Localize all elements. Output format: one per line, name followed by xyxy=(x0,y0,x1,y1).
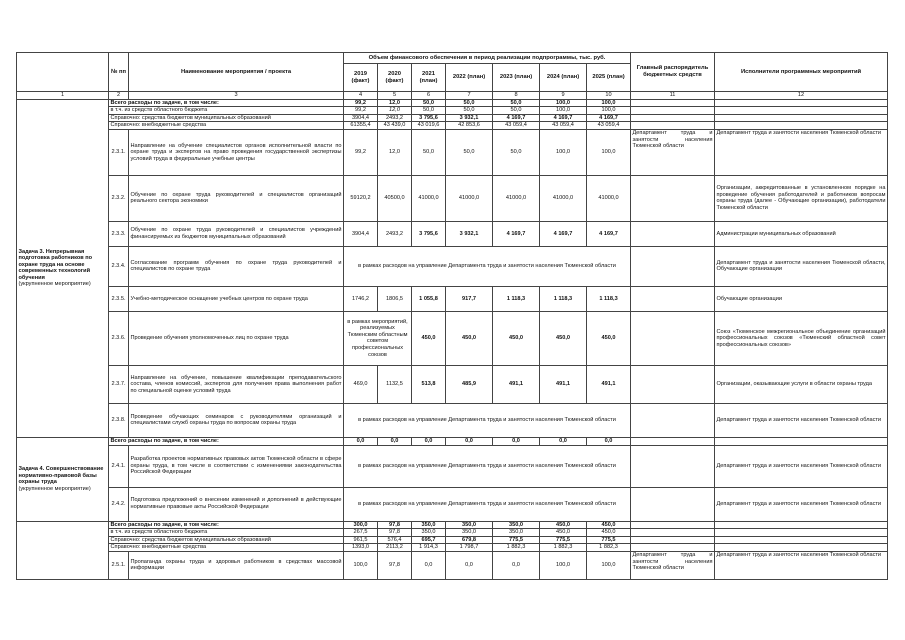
value-cell: 917,7 xyxy=(446,286,493,311)
column-number: 12 xyxy=(715,92,888,100)
executor: Департамент труда и занятости населения Тюменской области, Обучающие организации xyxy=(715,246,888,286)
value-cell: 4 169,7 xyxy=(540,114,587,122)
value-cell: 12,0 xyxy=(378,129,412,175)
activity-name: Подготовка предложений о внесении изменений и дополнений в действующие нормативные правовые акты Российской Федерации xyxy=(129,487,344,521)
value-cell: 2493,2 xyxy=(378,114,412,122)
row-number: 2.3.4. xyxy=(109,246,129,286)
value-cell: 576,4 xyxy=(378,536,412,544)
task3-regional-label: в т.ч. из средств областного бюджета xyxy=(109,107,344,115)
header-blank-cell xyxy=(17,53,109,92)
value-cell: 775,5 xyxy=(540,536,587,544)
column-number: 5 xyxy=(378,92,412,100)
value-cell: 100,0 xyxy=(587,551,631,579)
executor: Департамент труда и занятости населения Тюменской области xyxy=(715,403,888,437)
value-cell: 12,0 xyxy=(378,99,412,107)
value-cell: 50,0 xyxy=(412,129,446,175)
executor: Департамент труда и занятости населения Тюменской области xyxy=(715,129,888,175)
value-cell: 0,0 xyxy=(493,437,540,445)
value-cell: 3 932,1 xyxy=(446,114,493,122)
value-cell: 1 118,3 xyxy=(587,286,631,311)
value-cell: 300,0 xyxy=(344,521,378,529)
value-cell: 679,8 xyxy=(446,536,493,544)
row-number: 2.3.2. xyxy=(109,175,129,221)
merged-funding-note: в рамках расходов на управление Департамента труда и занятости населения Тюменской области xyxy=(344,246,631,286)
empty-cell xyxy=(715,536,888,544)
value-cell: 1 882,3 xyxy=(493,544,540,552)
budget-manager xyxy=(631,286,715,311)
value-cell: 450,0 xyxy=(493,311,540,365)
row-number: 2.3.8. xyxy=(109,403,129,437)
empty-cell xyxy=(715,437,888,445)
empty-cell xyxy=(631,529,715,537)
value-cell: 100,0 xyxy=(540,129,587,175)
value-cell: 350,0 xyxy=(412,521,446,529)
column-number: 3 xyxy=(129,92,344,100)
value-cell: 43 019,6 xyxy=(412,122,446,130)
header-exec: Исполнители программных мероприятий xyxy=(715,53,888,92)
value-cell: 43 439,0 xyxy=(378,122,412,130)
task3-subtitle: (укрупненное мероприятие) xyxy=(18,281,91,288)
value-cell: 0,0 xyxy=(378,437,412,445)
empty-cell xyxy=(631,107,715,115)
executor: Департамент труда и занятости населения Тюменской области xyxy=(715,487,888,521)
value-cell: 100,0 xyxy=(587,99,631,107)
value-cell: 0,0 xyxy=(412,437,446,445)
value-cell: 961,5 xyxy=(344,536,378,544)
activity-name: Пропаганда охраны труда и здоровья работников в средствах массовой информации xyxy=(129,551,344,579)
task5-total-label: Всего расходы по задаче, в том числе: xyxy=(109,521,344,529)
value-cell: 0,0 xyxy=(493,551,540,579)
executor: Департамент труда и занятости населения Тюменской области xyxy=(715,445,888,487)
empty-cell xyxy=(715,107,888,115)
activity-name: Проведение обучения уполномоченных лиц по охране труда xyxy=(129,311,344,365)
value-cell: 0,0 xyxy=(446,437,493,445)
value-cell: 61355,4 xyxy=(344,122,378,130)
value-cell: 43 059,4 xyxy=(587,122,631,130)
value-cell: 1 118,3 xyxy=(493,286,540,311)
value-cell: 97,8 xyxy=(378,521,412,529)
task5-title-cell xyxy=(17,521,109,579)
activity-name: Согласование программ обучения по охране труда руководителей и специалистов по охране труда xyxy=(129,246,344,286)
empty-cell xyxy=(715,544,888,552)
value-cell: 100,0 xyxy=(540,107,587,115)
value-cell: 3 932,1 xyxy=(446,221,493,246)
empty-cell xyxy=(715,99,888,107)
value-cell: 491,1 xyxy=(587,365,631,403)
value-cell: 40500,0 xyxy=(378,175,412,221)
empty-cell xyxy=(631,487,715,521)
empty-cell xyxy=(631,99,715,107)
value-cell: 1746,2 xyxy=(344,286,378,311)
value-cell: 0,0 xyxy=(412,551,446,579)
value-cell: 41000,0 xyxy=(540,175,587,221)
row-number: 2.3.1. xyxy=(109,129,129,175)
value-cell: 43 059,4 xyxy=(540,122,587,130)
task5-regional-label: в т.ч. из средств областного бюджета xyxy=(109,529,344,537)
value-cell: 59120,2 xyxy=(344,175,378,221)
budget-manager xyxy=(631,365,715,403)
value-cell: 50,0 xyxy=(493,99,540,107)
value-cell: 3 795,6 xyxy=(412,114,446,122)
empty-cell xyxy=(631,437,715,445)
column-number: 6 xyxy=(412,92,446,100)
task4-title-cell xyxy=(17,437,109,521)
value-cell: 450,0 xyxy=(587,311,631,365)
task4-subtitle: (укрупненное мероприятие) xyxy=(18,485,91,492)
value-cell: 41000,0 xyxy=(493,175,540,221)
value-cell: 1132,5 xyxy=(378,365,412,403)
value-cell: 267,5 xyxy=(344,529,378,537)
task3-municipal-label: Справочно: средства бюджетов муниципальных образований xyxy=(109,114,344,122)
value-cell: 350,0 xyxy=(446,529,493,537)
value-cell: 97,8 xyxy=(378,551,412,579)
value-cell: 1393,0 xyxy=(344,544,378,552)
value-cell: 100,0 xyxy=(540,551,587,579)
value-cell: 1 914,3 xyxy=(412,544,446,552)
value-cell: 50,0 xyxy=(412,107,446,115)
value-cell: 1 882,3 xyxy=(587,544,631,552)
value-cell: 491,1 xyxy=(493,365,540,403)
task5-municipal-label: Справочно: средства бюджетов муниципальных образований xyxy=(109,536,344,544)
task3-title-cell xyxy=(17,99,109,437)
empty-cell xyxy=(631,445,715,487)
merged-funding-note: в рамках расходов на управление Департамента труда и занятости населения Тюменской области xyxy=(344,445,631,487)
budget-manager xyxy=(631,221,715,246)
empty-cell xyxy=(631,122,715,130)
merged-funding-note: в рамках расходов на управление Департамента труда и занятости населения Тюменской области xyxy=(344,403,631,437)
budget-manager: Департамент труда и занятости населения Тюменской области xyxy=(631,551,715,579)
empty-cell xyxy=(631,114,715,122)
value-cell: 450,0 xyxy=(540,311,587,365)
value-cell: 0,0 xyxy=(587,437,631,445)
executor: Союз «Тюменское межрегиональное объединение организаций профессиональных союзов «Тюменский областной совет профессиональных союзов» xyxy=(715,311,888,365)
value-cell: 12,0 xyxy=(378,107,412,115)
executor: Обучающие организации xyxy=(715,286,888,311)
value-cell: 97,8 xyxy=(378,529,412,537)
budget-manager xyxy=(631,175,715,221)
budget-table-sheet xyxy=(16,52,887,580)
value-cell: 41000,0 xyxy=(587,175,631,221)
empty-cell xyxy=(715,529,888,537)
value-cell: 450,0 xyxy=(446,311,493,365)
budget-manager: Департамент труда и занятости населения Тюменской области xyxy=(631,129,715,175)
value-cell: 0,0 xyxy=(540,437,587,445)
value-cell: 0,0 xyxy=(344,437,378,445)
header-name: Наименование мероприятия / проекта xyxy=(129,53,344,92)
activity-name: Обучение по охране труда руководителей и специалистов организаций реального сектора экономики xyxy=(129,175,344,221)
empty-cell xyxy=(715,122,888,130)
empty-cell xyxy=(631,536,715,544)
value-cell: 450,0 xyxy=(587,521,631,529)
budget-manager xyxy=(631,246,715,286)
value-cell: 42 853,6 xyxy=(446,122,493,130)
value-cell: 1 882,3 xyxy=(540,544,587,552)
value-cell: 4 169,7 xyxy=(493,221,540,246)
header-manager: Главный распорядитель бюджетных средств xyxy=(631,53,715,92)
merged-funding-note: в рамках мероприятий, реализуемых Тюменским областным советом профессиональных союзов xyxy=(344,311,412,365)
value-cell: 100,0 xyxy=(540,99,587,107)
task3-title: Задача 3. Непрерывная подготовка работников по охране труда на основе современных технологий обучения xyxy=(18,248,93,281)
value-cell: 50,0 xyxy=(446,99,493,107)
task3-total-label: Всего расходы по задаче, в том числе: xyxy=(109,99,344,107)
value-cell: 100,0 xyxy=(587,129,631,175)
row-number: 2.3.3. xyxy=(109,221,129,246)
value-cell: 485,9 xyxy=(446,365,493,403)
value-cell: 350,0 xyxy=(493,521,540,529)
budget-manager xyxy=(631,403,715,437)
column-number: 10 xyxy=(587,92,631,100)
activity-name: Обучение по охране труда руководителей и специалистов учреждений финансируемых из бюджетов муниципальных образований xyxy=(129,221,344,246)
value-cell: 3904,4 xyxy=(344,114,378,122)
value-cell: 50,0 xyxy=(446,129,493,175)
value-cell: 50,0 xyxy=(446,107,493,115)
value-cell: 43 059,4 xyxy=(493,122,540,130)
value-cell: 2493,2 xyxy=(378,221,412,246)
header-year: 2022 (план) xyxy=(446,64,493,92)
value-cell: 1 055,8 xyxy=(412,286,446,311)
task4-title: Задача 4. Совершенствование нормативно-правовой базы охраны труда xyxy=(18,466,104,486)
row-number: 2.3.6. xyxy=(109,311,129,365)
value-cell: 450,0 xyxy=(587,529,631,537)
value-cell: 775,5 xyxy=(493,536,540,544)
value-cell: 50,0 xyxy=(493,129,540,175)
column-number: 1 xyxy=(17,92,109,100)
value-cell: 4 169,7 xyxy=(540,221,587,246)
value-cell: 99,2 xyxy=(344,129,378,175)
row-number: 2.3.7. xyxy=(109,365,129,403)
empty-cell xyxy=(631,544,715,552)
value-cell: 695,7 xyxy=(412,536,446,544)
activity-name: Проведение обучающих семинаров с руководителями организаций и специалистами служб охраны труда по вопросам охраны труда xyxy=(129,403,344,437)
row-number: 2.4.2. xyxy=(109,487,129,521)
value-cell: 4 169,7 xyxy=(587,114,631,122)
column-number: 4 xyxy=(344,92,378,100)
empty-cell xyxy=(715,521,888,529)
value-cell: 100,0 xyxy=(587,107,631,115)
value-cell: 4 169,7 xyxy=(493,114,540,122)
value-cell: 0,0 xyxy=(446,551,493,579)
header-year: 2020 (факт) xyxy=(378,64,412,92)
value-cell: 450,0 xyxy=(412,311,446,365)
executor: Департамент труда и занятости населения Тюменской области xyxy=(715,551,888,579)
column-number: 9 xyxy=(540,92,587,100)
empty-cell xyxy=(715,114,888,122)
value-cell: 100,0 xyxy=(344,551,378,579)
header-finance: Объем финансового обеспечения в период реализации подпрограммы, тыс. руб. xyxy=(344,53,631,64)
row-number: 2.5.1. xyxy=(109,551,129,579)
row-number: 2.4.1. xyxy=(109,445,129,487)
column-number: 11 xyxy=(631,92,715,100)
column-number: 2 xyxy=(109,92,129,100)
task5-offbudget-label: Справочно: внебюджетные средства xyxy=(109,544,344,552)
value-cell: 450,0 xyxy=(540,529,587,537)
value-cell: 2113,2 xyxy=(378,544,412,552)
row-number: 2.3.5. xyxy=(109,286,129,311)
executor: Организации, оказывающие услуги в области охраны труда xyxy=(715,365,888,403)
value-cell: 1 798,7 xyxy=(446,544,493,552)
task4-total-label: Всего расходы по задаче, в том числе: xyxy=(109,437,344,445)
header-year: 2024 (план) xyxy=(540,64,587,92)
header-year: 2025 (план) xyxy=(587,64,631,92)
header-np: № пп xyxy=(109,53,129,92)
value-cell: 513,8 xyxy=(412,365,446,403)
value-cell: 350,0 xyxy=(446,521,493,529)
value-cell: 491,1 xyxy=(540,365,587,403)
activity-name: Разработка проектов нормативных правовых актов Тюменской области в сфере охраны труда, в том числе в соответствии с изменениями законодательства Российской Федерации xyxy=(129,445,344,487)
value-cell: 99,2 xyxy=(344,107,378,115)
value-cell: 50,0 xyxy=(493,107,540,115)
header-year: 2019 (факт) xyxy=(344,64,378,92)
value-cell: 41000,0 xyxy=(412,175,446,221)
value-cell: 350,0 xyxy=(412,529,446,537)
value-cell: 50,0 xyxy=(412,99,446,107)
task3-offbudget-label: Справочно: внебюджетные средства xyxy=(109,122,344,130)
column-number: 7 xyxy=(446,92,493,100)
value-cell: 3904,4 xyxy=(344,221,378,246)
value-cell: 469,0 xyxy=(344,365,378,403)
value-cell: 3 795,6 xyxy=(412,221,446,246)
header-year: 2023 (план) xyxy=(493,64,540,92)
value-cell: 4 169,7 xyxy=(587,221,631,246)
value-cell: 450,0 xyxy=(540,521,587,529)
value-cell: 41000,0 xyxy=(446,175,493,221)
value-cell: 1 118,3 xyxy=(540,286,587,311)
header-year: 2021 (план) xyxy=(412,64,446,92)
executor: Организации, аккредитованные в установленном порядке на проведение обучения работодателей и работников вопросам охраны труда (далее - Обучающие организации), работодатели Тюменской области xyxy=(715,175,888,221)
budget-manager xyxy=(631,311,715,365)
activity-name: Направление на обучение, повышение квалификации преподавательского состава, членов комиссий, экспертов для получения права выполнения работ по специальной оценке условий труда xyxy=(129,365,344,403)
activity-name: Направление на обучение специалистов органов исполнительной власти по охране труда и экспертов на право проведения государственной экспертизы условий труда в федеральные учебные центры xyxy=(129,129,344,175)
activity-name: Учебно-методическое оснащение учебных центров по охране труда xyxy=(129,286,344,311)
column-number: 8 xyxy=(493,92,540,100)
value-cell: 1806,5 xyxy=(378,286,412,311)
value-cell: 99,2 xyxy=(344,99,378,107)
value-cell: 350,0 xyxy=(493,529,540,537)
budget-table xyxy=(16,52,888,580)
merged-funding-note: в рамках расходов на управление Департамента труда и занятости населения Тюменской области xyxy=(344,487,631,521)
empty-cell xyxy=(631,521,715,529)
value-cell: 775,5 xyxy=(587,536,631,544)
executor: Администрации муниципальных образований xyxy=(715,221,888,246)
